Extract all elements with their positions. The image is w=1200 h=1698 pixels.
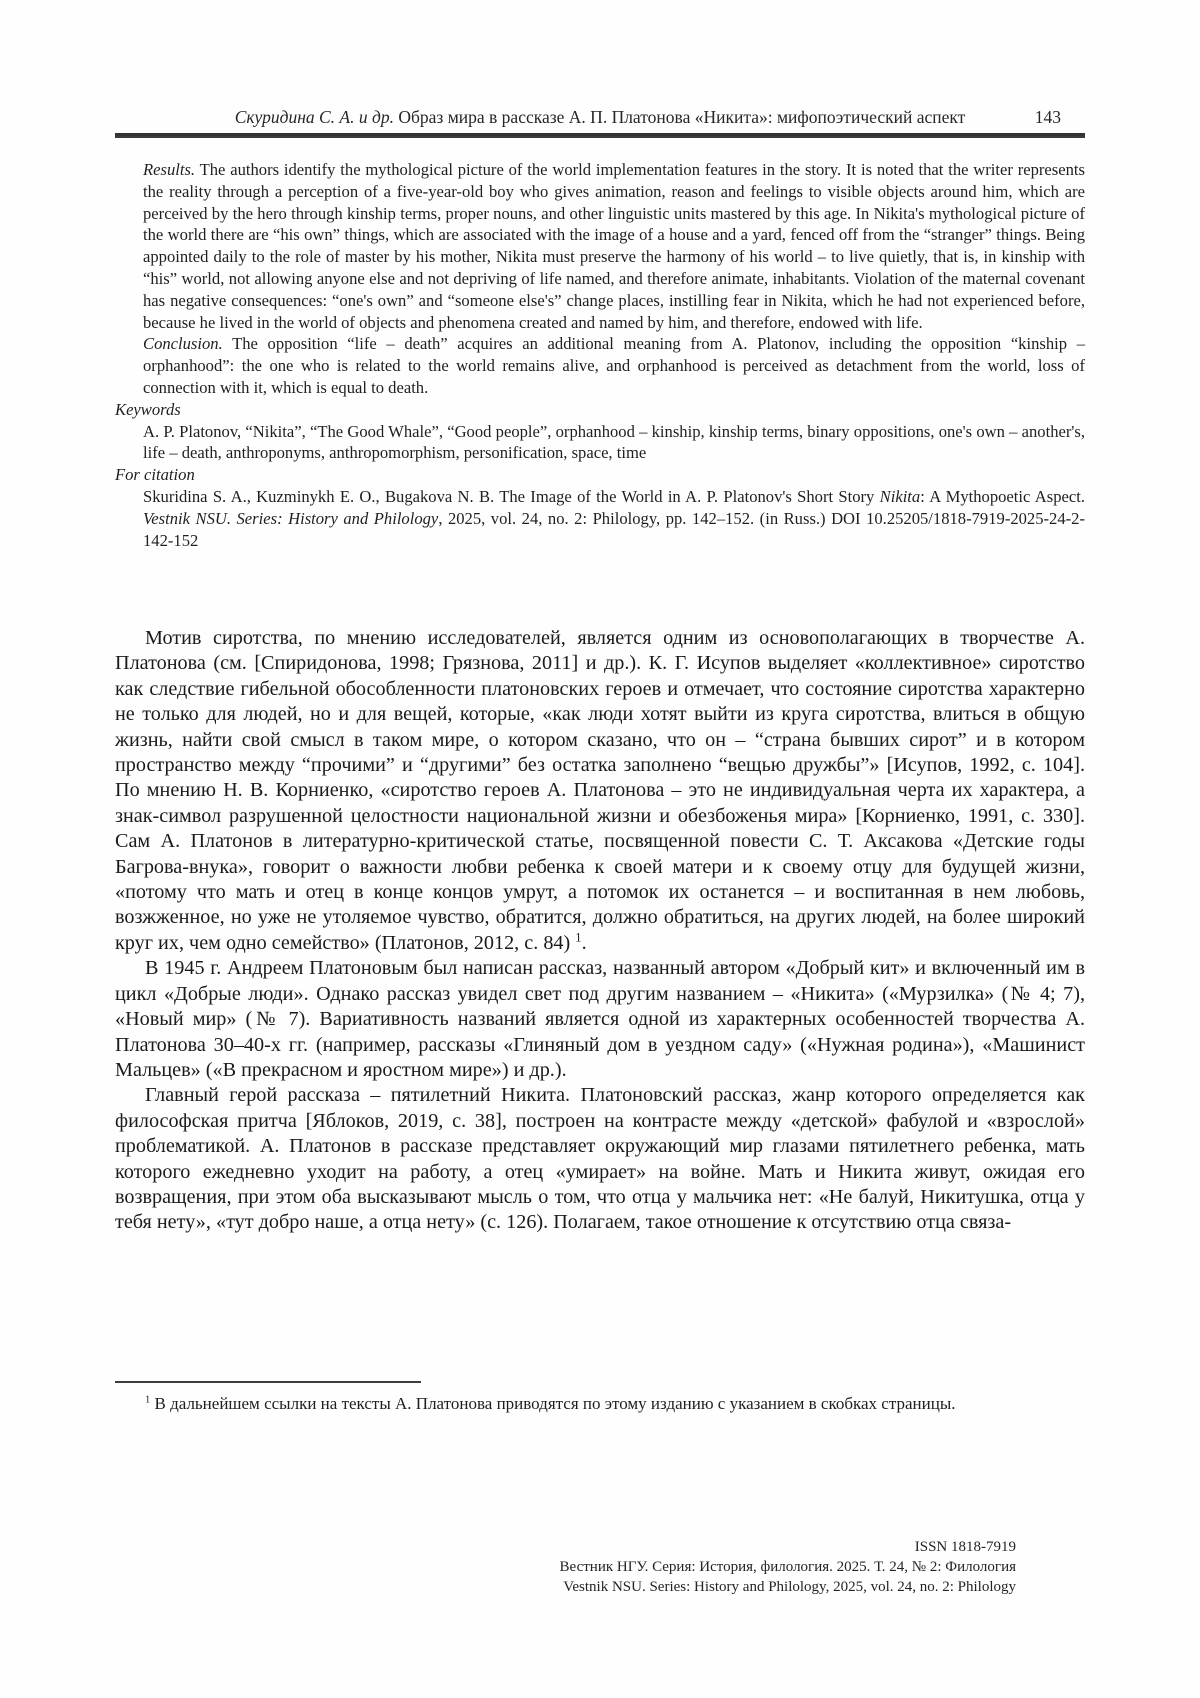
imprint-line-en: Vestnik NSU. Series: History and Philology, 2025, vol. 24, no. 2: Philology	[563, 1579, 1016, 1595]
abstract-block	[115, 159, 1085, 551]
conclusion-lead: Conclusion.	[143, 334, 223, 354]
for-citation-label: For citation	[115, 465, 195, 485]
running-head-title: Образ мира в рассказе А. П. Платонова «Никита»: мифопоэтический аспект	[393, 107, 966, 127]
conclusion-text: The opposition “life – death” acquires an additional meaning from A. Platonov, including the opposition “kinship – orphanhood”: the one who is related to the world remains alive, and orphanhood is perceived as detachment from the world, loss of connection with it, which is equal to death.	[143, 334, 1085, 397]
page-number: 143	[1034, 107, 1061, 127]
abstract-results-paragraph	[143, 159, 1085, 333]
abstract-conclusion-paragraph	[143, 333, 1085, 398]
footnote-text: $^1$ В дальнейшем ссылки на тексты А. Платонова приводятся по этому изданию с указанием в скобках страницы.	[145, 1394, 956, 1413]
citation-text: Skuridina S. A., Kuzminykh E. O., Bugakova N. B. The Image of the World in A. P. Platonov's Short Story Nikita: A Mythopoetic Aspect. Vestnik NSU. Series: History and Philology, 2025, vol. 24, no. 2: Philology, pp. 142–152. (in Russ.) DOI 10.25205/1818-7919-2025-24-2-142-152	[143, 486, 1085, 550]
running-head-authors: Скуридина С. А. и др.	[234, 107, 394, 127]
footnote-divider	[115, 1381, 421, 1383]
results-text: The authors identify the mythological picture of the world implementation features in the story. It is noted that the writer represents the reality through a perception of a five-year-old boy who gives animation, reason and feelings to visible objects around him, which are perceived by the hero through kinship terms, proper nouns, and other linguistic units mastered by this age. In Nikita's mythological picture of the world there are “his own” things, which are associated with the image of a house and a yard, fenced off from the “stranger” things. Being appointed daily to the role of master by his mother, Nikita must preserve the harmony of his world – to live quietly, that is, in kinship with “his” world, not allowing anyone else and not depriving of life named, and therefore animate, inhabitants. Violation of the maternal covenant has negative consequences: “one's own” and “someone else's” change places, instilling fear in Nikita, which he had not experienced before, because he lived in the world of objects and phenomena created and named by him, and therefore, endowed with life.	[143, 160, 1085, 332]
body-paragraph: Мотив сиротства, по мнению исследователей, является одним из основополагающих в творчестве А. Платонова (см. [Спиридонова, 1998; Грязнова, 2011] и др.). К. Г. Исупов выделяет «коллективное» сиротство как следствие гибельной обособленности платоновских героев и отмечает, что состояние сиротства характерно не только для людей, но и для вещей, которые, «как люди хотят выйти из круга сиротства, влиться в общую жизнь, найти свой смысл в таком мире, о котором сказано, что он – “страна бывших сирот” и в котором пространство между “прочими” и “другими” без остатка заполнено “вещью дружбы”» [Исупов, 1992, с. 104]. По мнению Н. В. Корниенко, «сиротство героев А. Платонова – это не индивидуальная черта их характера, а знак-символ разрушенной целостности национальной жизни и обезбоженья мира» [Корниенко, 1991, с. 330]. Сам А. Платонов в литературно-критической статье, посвященной повести С. Т. Аксакова «Детские годы Багрова-внука», говорит о важности любви ребенка к своей матери и к своему отцу для будущей жизни, «потому что мать и отец в конце концов умрут, а потомок их останется – и воспитанная в нем любовь, возжженное, но уже не утоляемое чувство, обратится, должно обратиться, на других людей, на более широкий круг их, чем одно семейство» (Платонов, 2012, с. 84) $^1$.	[115, 627, 1085, 954]
keywords-label: Keywords	[115, 399, 181, 419]
imprint-issn: ISSN 1818-7919	[914, 1539, 1016, 1555]
running-head	[115, 107, 1085, 128]
keywords-text: A. P. Platonov, “Nikita”, “The Good Whale”, “Good people”, orphanhood – kinship, kinship terms, binary oppositions, one's own – another's, life – death, anthroponyms, anthropomorphism, personification, space, time	[143, 421, 1085, 463]
body-paragraph: В 1945 г. Андреем Платоновым был написан рассказ, названный автором «Добрый кит» и включенный им в цикл «Добрые люди». Однако рассказ увидел свет под другим названием – «Никита» («Мурзилка» (№ 4; 7), «Новый мир» (№ 7). Вариативность названий является одной из характерных особенностей творчества А. Платонова 30–40-х гг. (например, рассказы «Глиняный дом в уездном саду» («Нужная родина»), «Машинист Мальцев» («В прекрасном и яростном мире») и др.).	[115, 957, 1085, 1081]
header-double-rule	[115, 133, 1085, 138]
article-body	[115, 626, 1085, 1236]
results-lead: Results.	[143, 160, 196, 179]
imprint-line-ru: Вестник НГУ. Серия: История, филология. 2025. Т. 24, № 2: Филология	[559, 1559, 1016, 1575]
journal-imprint	[560, 1537, 1016, 1597]
body-paragraph: Главный герой рассказа – пятилетний Никита. Платоновский рассказ, жанр которого определяется как философская притча [Яблоков, 2019, с. 38], построен на контрасте между «детской» фабулой и «взрослой» проблематикой. А. Платонов в рассказе представляет окружающий мир глазами пятилетнего ребенка, мать которого ежедневно уходит на работу, а отец «умирает» на войне. Мать и Никита живут, ожидая его возвращения, при этом оба высказывают мысль о том, что отца у мальчика нет: «Не балуй, Никитушка, отца у тебя нету», «тут добро наше, а отца нету» (с. 126). Полагаем, такое отношение к отсутствию отца связа-	[115, 1084, 1085, 1234]
